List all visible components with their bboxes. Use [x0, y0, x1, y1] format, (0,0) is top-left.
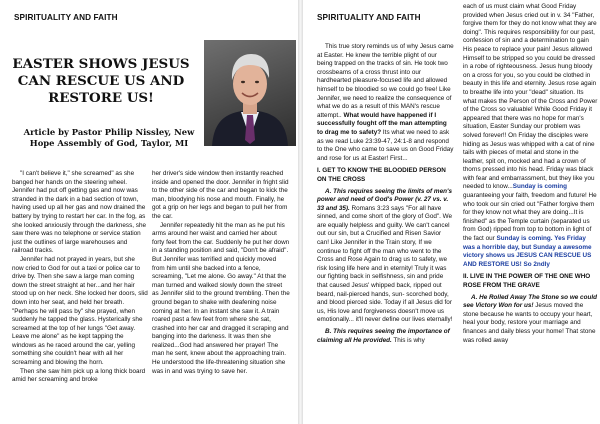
- paragraph: Jennifer repeatedly hit the man as he put his arms around her waist and carried her about forty feet from the car. Suddenly he put her down in a standing position and said, "Don't be afraid". But Jennifer was terrified and quickly moved from him until she backed into a fence, screaming, "Let me alone. Go away." At that the man turned and walked slowly down the street as Jennifer slid to the ground trembling. Then the ground began to shake with deafening noise coming at her. In an instant she saw it. A train roared past a few feet from where she sat, crashed into her car and dragged it scraping and banging into the darkness. It was then she realized...God had answered her prayer! The man he sent, knew about the approaching train. He understood the life-threatening situation she was in and was trying to save her.: [152, 221, 290, 375]
- section-header-left: SPIRITUALITY AND FAITH: [14, 13, 118, 22]
- author-photo: [204, 40, 296, 146]
- right-page: [303, 0, 600, 424]
- section-header-right: SPIRITUALITY AND FAITH: [317, 13, 421, 22]
- paragraph: [463, 294, 598, 346]
- right-column-1: [317, 43, 454, 345]
- left-column-1: [12, 170, 148, 385]
- emphasis-text: What would have happened if I successfully fought off the man attempting to drag me to safety?: [317, 111, 447, 136]
- text-run: This true story reminds us of why Jesus came at Easter. He knew the terrible plight of our being trapped on the tracks of sin. He took two crossbeams of a cross thrust into our hardhearted pleasure-focused life and allowed himself to be bloodied so we could go free! Like Jennifer, we need to realize the consequence of what we do as a result of this MAN's rescue attempt..: [317, 43, 454, 119]
- text-run: Jesus moved the stone because he wants to occupy your heart, heal your body, restore your marriage and finances and daily bless your home! That stone was rolled away: [463, 302, 596, 344]
- left-column-2: [152, 170, 290, 376]
- subheading-2: II. LIVE IN THE POWER OF THE ONE WHO ROSE FROM THE GRAVE: [463, 273, 591, 289]
- paragraph: [317, 328, 454, 345]
- point-label: A. This requires seeing the limits of men's power and need of God's Power (v. 27 vs. v. 33 and 35).: [317, 187, 453, 212]
- emphasis-text: Sunday is coming. Yes Friday was a horrible day, but Sunday a awesome victory shows us JESUS CAN RESCUE US AND RESTORE US! So 2ndly: [463, 235, 592, 268]
- text-run: Its what we need to ask as we read Luke 23:39-47, 24:1-8 and respond to the One who came to save us on Good Friday and rose for us at Easter! First...: [317, 128, 454, 162]
- paragraph: [317, 43, 454, 163]
- text-run: guaranteeing your faith, freedom and future! He who took our sin cried out "Father forgive them for they know not what they are doing...It is finished" as the Temple curtain (separated us from God) ripped from top to bottom in light of the fact our: [463, 192, 597, 243]
- paragraph: [317, 188, 454, 326]
- article-byline: Article by Pastor Philip Nissley, New Hope Assembly of God, Taylor, MI: [23, 127, 195, 148]
- paragraph: Then she saw him pick up a long thick board amid her screaming and broke: [12, 367, 146, 384]
- text-run: Romans 3:23 says "For all have sinned, and come short of the glory of God". We are equally helpless and guilty. We can't cancel out our sin, but a Crucified and Risen Savior can! Like Jennifer in the Train story, If we continue to fight off the man who went to the Cross and Rose Again to drag us to safety, we risk losing life here and in eternity! Truly it was our fighting back in selfishness, sin and pride that caused Jesus' whipped back, ripped out beard, nail-pierced hands, sun- scorched body, and blood pierced side. Today if all Jesus did for us, His love and forgiveness doesn't move us emotionally... it'll never define our lives eternally!: [317, 204, 453, 324]
- text-run: each of us must claim what Good Friday provided when Jesus cried out in v. 34 "Father, forgive them for they do not know what they are doing". This requires responsibility for our past, confession of sin and a determination to gain His peace to replace your pain! Jesus allowed Himself to be stripped so you could be dressed in a robe of righteousness. Jesus hung bloody on a cross for you, so you could be clothed in beauty in this life and eternity. Jesus rose again to breathe life into your "dead" situation. Its what makes the Person of the Cross and Power of the Cross so valuable! While Good Friday it appeared that there was no hope for man's situation, Easter Sunday our problem was solved forever!! On Friday the disciples were hiding as Jesus was whipped with a cat of nine tails with pieces of metal and stone in the leather, spit on, mocked and had a crown of thorns pressed into his head. Friday was black with fear and embarrassment, but they like you needed to know...: [463, 3, 598, 191]
- article-headline: EASTER SHOWS JESUS CAN RESCUE US AND RESTORE US!: [12, 56, 190, 106]
- point-label: B. This requires seeing the importance of claiming all He provided.: [317, 328, 450, 344]
- paragraph: Jennifer had not prayed in years, but she now cried to God for out a taxi or police car to drive by. Then she saw a large man coming down the street straight at her...and her hair stood up on her neck. She locked her doors, slid down into her seat, and held her breath. "Perhaps he will pass by" she prayed, when suddenly he tapped the glass. Hysterically she screamed at the top of her lungs "Get away. Leave me alone" as he kept tapping the windows as he raced around the car, yelling something she couldn't hear with all her screaming and blowing the horn.: [12, 255, 148, 367]
- paragraph: "I can't believe it," she screamed" as she banged her hands on the steering wheel. Jennifer had put off getting gas and now was stranded in the dark in a bad section of town, having used up all her gas and now drained the battery by trying to restart her car. In the fog, as she looked anxiously through the darkness, she saw there was no telephone or service station just the outlines of large warehouses and railroad tracks.: [12, 170, 147, 255]
- emphasis-text: Sunday is coming: [512, 183, 568, 191]
- subheading-1: I. GET TO KNOW THE BLOODIED PERSON ON THE CROSS: [317, 167, 446, 183]
- point-label: A. He Rolled Away The Stone so we could see Victory Won for us!: [463, 293, 597, 310]
- text-run: This is why: [391, 336, 425, 344]
- paragraph: [463, 3, 598, 269]
- right-column-2: [463, 3, 598, 345]
- paragraph: her driver's side window then instantly reached inside and opened the door. Jennifer in fright slid to the other side of the car and began to kick the man, bloodying his nose and mouth. Finally, he got a grip on her legs and began to pull her from the car.: [152, 170, 289, 220]
- portrait-image: [204, 40, 296, 146]
